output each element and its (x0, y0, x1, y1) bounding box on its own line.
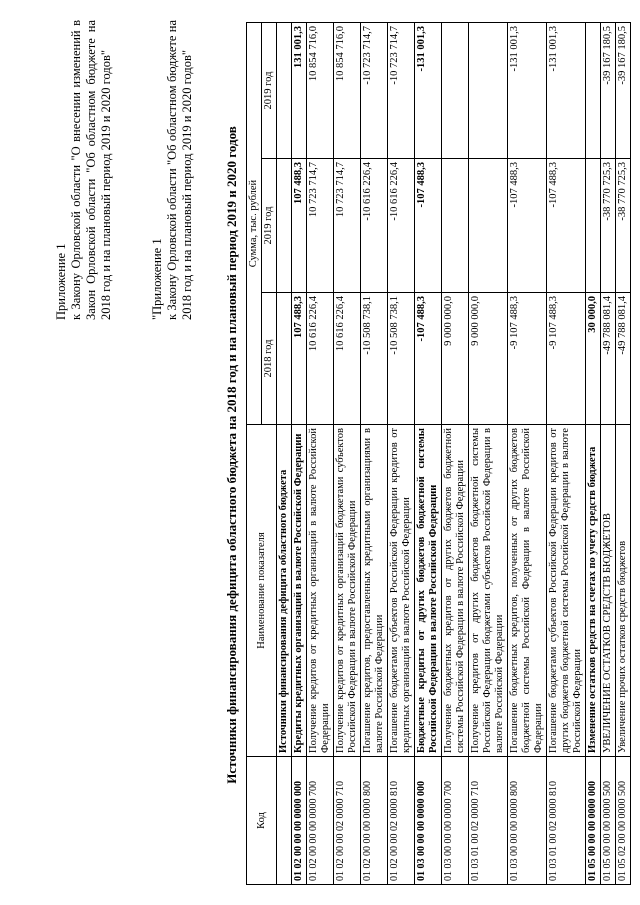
name-cell: Кредиты кредитных организаций в валюте Российской Федерации (292, 425, 307, 757)
code-cell: 01 02 00 00 02 0000 810 (388, 757, 415, 885)
value-2018-cell: -10 508 738,1 (388, 293, 415, 425)
value-2020-cell (469, 23, 508, 159)
value-2018-cell: -9 107 488,3 (508, 293, 547, 425)
name-cell: Погашение бюджетами субъектов Российской Федерации кредитов от кредитных организаций в валюте Российской Федерации (388, 425, 415, 757)
value-2019-cell: -10 616 226,4 (361, 159, 388, 293)
value-2020-cell (586, 23, 601, 159)
table-row (292, 23, 307, 885)
header-name: Наименование показателя (247, 425, 277, 757)
table-row (586, 23, 601, 885)
table-row (361, 23, 388, 885)
code-cell: 01 03 00 00 00 0000 000 (415, 757, 442, 885)
value-2020-cell (277, 23, 292, 159)
name-cell: Погашение бюджетами субъектов Российской Федерации кредитов от других бюджетов бюджетной системы Российской Федерации в валюте Российской Федерации (547, 425, 586, 757)
name-cell: УВЕЛИЧЕНИЕ ОСТАТКОВ СРЕДСТВ БЮДЖЕТОВ (601, 425, 616, 757)
value-2018-cell: 10 616 226,4 (307, 293, 334, 425)
value-2019-cell: -10 616 226,4 (388, 159, 415, 293)
value-2020-cell: -131 001,3 (415, 23, 442, 159)
code-cell: 01 02 00 00 00 0000 800 (361, 757, 388, 885)
name-cell: Источники финансирования дефицита областного бюджета (277, 425, 292, 757)
code-cell: 01 03 00 00 00 0000 800 (508, 757, 547, 885)
table-row (547, 23, 586, 885)
header-year-2019: 2019 год (262, 159, 277, 293)
value-2019-cell: -107 488,3 (547, 159, 586, 293)
appendix-2-text: к Закону Орловской области "Об областном бюджете на 2018 год и на плановый период 2019 и 2020 годов" (165, 20, 194, 320)
value-2018-cell: -9 107 488,3 (547, 293, 586, 425)
code-cell: 01 03 01 00 02 0000 710 (469, 757, 508, 885)
name-cell: Погашение кредитов, предоставленных кредитными организациями в валюте Российской Федерации (361, 425, 388, 757)
value-2018-cell: -10 508 738,1 (361, 293, 388, 425)
name-cell: Получение бюджетных кредитов от других бюджетов бюджетной системы Российской Федерации в валюте Российской Федерации (442, 425, 469, 757)
code-cell: 01 05 02 00 00 0000 500 (616, 757, 631, 885)
table-row (616, 23, 631, 885)
header-year-2018: 2018 год (262, 293, 277, 425)
appendix-1-header (54, 20, 114, 320)
value-2019-cell: 10 723 714,7 (334, 159, 361, 293)
table-row (415, 23, 442, 885)
header-year-2020: 2019 год (262, 23, 277, 159)
value-2019-cell: -107 488,3 (508, 159, 547, 293)
value-2019-cell: -107 488,3 (415, 159, 442, 293)
value-2018-cell: 10 616 226,4 (334, 293, 361, 425)
value-2020-cell: 10 854 716,0 (307, 23, 334, 159)
value-2020-cell: -131 001,3 (547, 23, 586, 159)
value-2020-cell: -39 167 180,5 (616, 23, 631, 159)
appendix-2-header (150, 20, 195, 320)
value-2020-cell: -131 001,3 (508, 23, 547, 159)
value-2019-cell (442, 159, 469, 293)
table-row (601, 23, 616, 885)
value-2018-cell: 107 488,3 (292, 293, 307, 425)
appendix-1-label: Приложение 1 (54, 243, 68, 320)
value-2018-cell: -49 788 081,4 (601, 293, 616, 425)
code-cell: 01 05 00 00 00 0000 500 (601, 757, 616, 885)
table-row (307, 23, 334, 885)
value-2020-cell: 10 854 716,0 (334, 23, 361, 159)
value-2018-cell: 9 000 000,0 (469, 293, 508, 425)
name-cell: Увеличение прочих остатков средств бюджетов (616, 425, 631, 757)
code-cell: 01 02 00 00 02 0000 710 (334, 757, 361, 885)
value-2019-cell: 107 488,3 (292, 159, 307, 293)
document-title: Источники финансирования дефицита областного бюджета на 2018 год и на плановый период 2019 и 2020 годов (224, 126, 239, 784)
table-row (469, 23, 508, 885)
value-2020-cell (442, 23, 469, 159)
code-cell: 01 05 00 00 00 0000 000 (586, 757, 601, 885)
table-row (334, 23, 361, 885)
name-cell: Бюджетные кредиты от других бюджетов бюджетной системы Российской Федерации в валюте Российской Федерации (415, 425, 442, 757)
value-2019-cell (586, 159, 601, 293)
value-2018-cell: 9 000 000,0 (442, 293, 469, 425)
code-cell (277, 757, 292, 885)
header-code: Код (247, 757, 277, 885)
table-row (442, 23, 469, 885)
name-cell: Погашение бюджетных кредитов, полученных от других бюджетов бюджетной системы Российской Федерации в валюте Российской Федерации (508, 425, 547, 757)
header-sum: Сумма, тыс. рублей (247, 23, 262, 425)
table-body (277, 23, 631, 885)
value-2018-cell: -49 788 081,4 (616, 293, 631, 425)
table-row (277, 23, 292, 885)
value-2020-cell: -10 723 714,7 (361, 23, 388, 159)
code-cell: 01 03 00 00 00 0000 700 (442, 757, 469, 885)
value-2018-cell: 30 000,0 (586, 293, 601, 425)
value-2020-cell: -39 167 180,5 (601, 23, 616, 159)
name-cell: Получение кредитов от других бюджетов бюджетной системы Российской Федерации бюджетами субъектов Российской Федерации в валюте Российской Федерации (469, 425, 508, 757)
appendix-2-label: "Приложение 1 (150, 238, 164, 320)
table-row (508, 23, 547, 885)
value-2018-cell (277, 293, 292, 425)
value-2018-cell: -107 488,3 (415, 293, 442, 425)
value-2019-cell (277, 159, 292, 293)
table-row (388, 23, 415, 885)
name-cell: Изменение остатков средств на счетах по учету средств бюджета (586, 425, 601, 757)
name-cell: Получение кредитов от кредитных организаций в валюте Российской Федерации (307, 425, 334, 757)
value-2019-cell (469, 159, 508, 293)
value-2019-cell: -38 770 725,3 (601, 159, 616, 293)
code-cell: 01 03 01 00 02 0000 810 (547, 757, 586, 885)
appendix-1-text: к Закону Орловской области "О внесении изменений в Закон Орловской области "Об областном бюджете на 2018 год и на плановый период 2019 и 2020 годов" (69, 20, 113, 320)
value-2019-cell: -38 770 725,3 (616, 159, 631, 293)
code-cell: 01 02 00 00 00 0000 700 (307, 757, 334, 885)
name-cell: Получение кредитов от кредитных организаций бюджетами субъектов Российской Федерации в валюте Российской Федерации (334, 425, 361, 757)
code-cell: 01 02 00 00 00 0000 000 (292, 757, 307, 885)
value-2019-cell: 10 723 714,7 (307, 159, 334, 293)
value-2020-cell: 131 001,3 (292, 23, 307, 159)
financing-sources-table (246, 22, 631, 885)
value-2020-cell: -10 723 714,7 (388, 23, 415, 159)
